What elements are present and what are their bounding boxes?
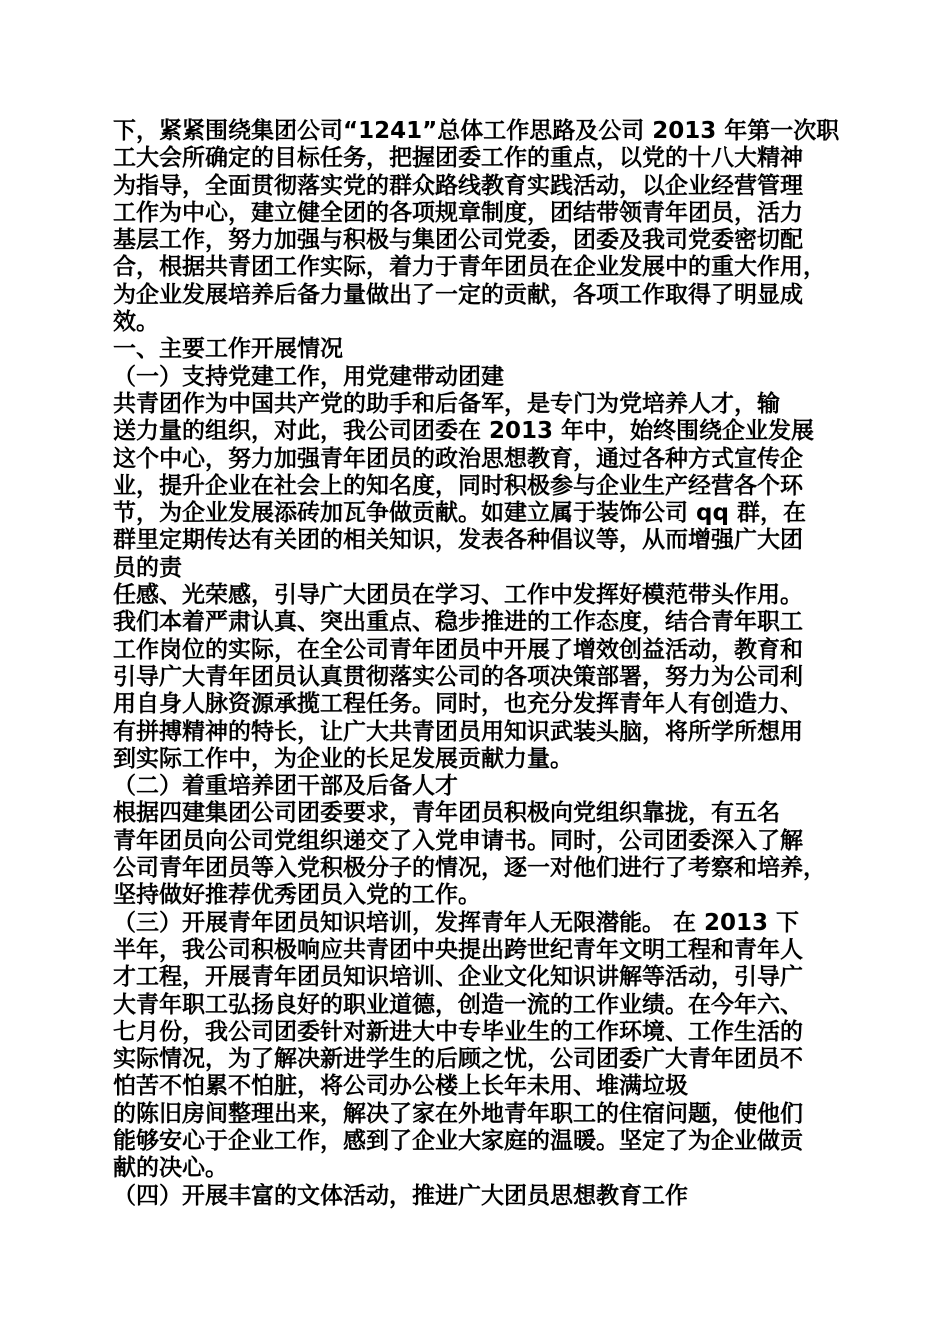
subsection-heading: （一）支持党建工作，用党建带动团建	[113, 363, 504, 390]
subsection-heading: （二）着重培养团干部及后备人才	[113, 773, 458, 800]
subsection-heading: （四）开展丰富的文体活动，推进广大团员思想教育工作	[113, 1182, 688, 1209]
text-line: 青年团员向公司党组织递交了入党申请书。同时，公司团委深入了解	[113, 827, 803, 854]
text-line: 效。	[113, 309, 159, 336]
text-line: 用自身人脉资源承揽工程任务。同时，也充分发挥青年人有创造力、	[113, 691, 803, 718]
text-line: 任感、光荣感，引导广大团员在学习、工作中发挥好模范带头作用。	[113, 582, 803, 609]
text-line: 合，根据共青团工作实际，着力于青年团员在企业发展中的重大作用，	[113, 254, 826, 281]
section-heading: 一、主要工作开展情况	[113, 336, 343, 363]
text-line: 坚持做好推荐优秀团员入党的工作。	[113, 882, 481, 909]
text-line: 为指导，全面贯彻落实党的群众路线教育实践活动，以企业经营管理	[113, 172, 803, 199]
text-line: 节，为企业发展添砖加瓦争做贡献。如建立属于装饰公司 qq 群，在	[113, 500, 806, 527]
text-line: 到实际工作中，为企业的长足发展贡献力量。	[113, 745, 573, 772]
text-line: 送力量的组织，对此，我公司团委在 2013 年中，始终围绕企业发展	[113, 418, 815, 445]
text-line: 大青年职工弘扬良好的职业道德，创造一流的工作业绩。在今年六、	[113, 991, 803, 1018]
subsection-heading: （三）开展青年团员知识培训，发挥青年人无限潜能。 在 2013 下	[113, 909, 800, 936]
text-line: 七月份，我公司团委针对新进大中专毕业生的工作环境、工作生活的	[113, 1018, 803, 1045]
text-line: 有拼搏精神的特长，让广大共青团员用知识武装头脑，将所学所想用	[113, 718, 803, 745]
text-line: 献的决心。	[113, 1155, 228, 1182]
text-line: 业，提升企业在社会上的知名度，同时积极参与企业生产经营各个环	[113, 472, 803, 499]
text-line: 才工程，开展青年团员知识培训、企业文化知识讲解等活动，引导广	[113, 964, 803, 991]
text-line: 共青团作为中国共产党的助手和后备军，是专门为党培养人才，输	[113, 390, 780, 417]
document-body	[113, 118, 843, 1210]
text-line: 公司青年团员等入党积极分子的情况，逐一对他们进行了考察和培养，	[113, 855, 826, 882]
text-line: 工作为中心，建立健全团的各项规章制度，团结带领青年团员，活力	[113, 199, 803, 226]
text-line: 怕苦不怕累不怕脏，将公司办公楼上长年未用、堆满垃圾	[113, 1073, 688, 1100]
text-line: 能够安心于企业工作，感到了企业大家庭的温暖。坚定了为企业做贡	[113, 1127, 803, 1154]
text-line: 根据四建集团公司团委要求，青年团员积极向党组织靠拢，有五名	[113, 800, 780, 827]
text-line: 实际情况，为了解决新进学生的后顾之忧，公司团委广大青年团员不	[113, 1046, 803, 1073]
text-line: 员的责	[113, 554, 182, 581]
text-line: 工作岗位的实际，在全公司青年团员中开展了增效创益活动，教育和	[113, 636, 803, 663]
text-line: 半年，我公司积极响应共青团中央提出跨世纪青年文明工程和青年人	[113, 936, 803, 963]
text-line: 我们本着严肃认真、突出重点、稳步推进的工作态度，结合青年职工	[113, 609, 803, 636]
text-line: 群里定期传达有关团的相关知识，发表各种倡议等，从而增强广大团	[113, 527, 803, 554]
text-line: 这个中心，努力加强青年团员的政治思想教育，通过各种方式宣传企	[113, 445, 803, 472]
text-line: 为企业发展培养后备力量做出了一定的贡献，各项工作取得了明显成	[113, 281, 803, 308]
text-line: 工大会所确定的目标任务，把握团委工作的重点，以党的十八大精神	[113, 145, 803, 172]
text-line: 基层工作，努力加强与积极与集团公司党委，团委及我司党委密切配	[113, 227, 803, 254]
text-line: 下，紧紧围绕集团公司“1241”总体工作思路及公司 2013 年第一次职	[113, 118, 840, 144]
text-line: 引导广大青年团员认真贯彻落实公司的各项决策部署，努力为公司利	[113, 663, 803, 690]
text-line: 的陈旧房间整理出来，解决了家在外地青年职工的住宿问题，使他们	[113, 1100, 803, 1127]
